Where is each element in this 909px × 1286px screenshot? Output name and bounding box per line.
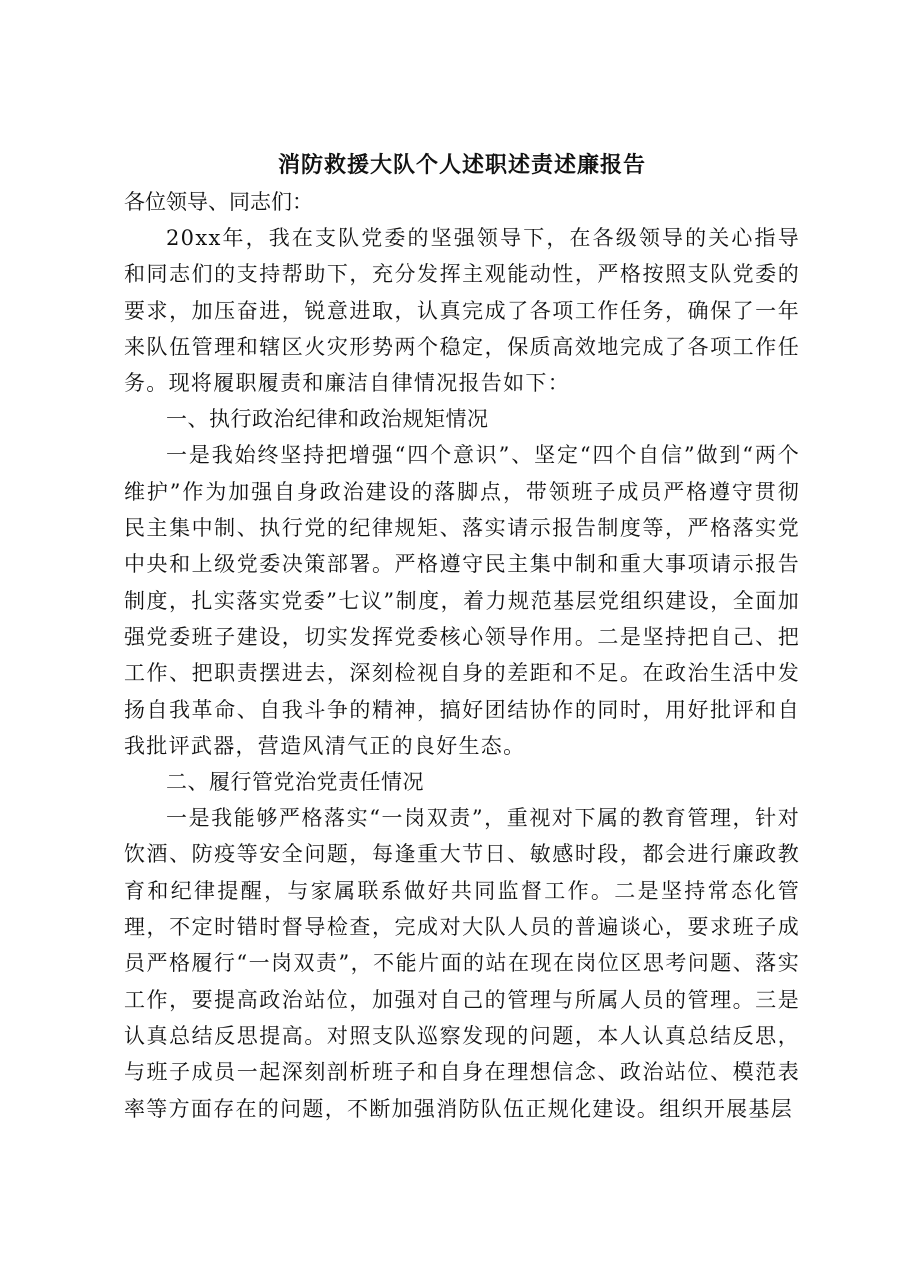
section-heading-2: 二、履行管党治党责任情况 [166, 770, 424, 795]
salutation: 各位领导、同志们： [124, 190, 313, 214]
document-page [124, 146, 800, 1127]
intro-paragraph: 20xx年，我在支队党委的坚强领导下，在各级领导的关心指导和同志们的支持帮助下，充分发挥主观能动性，严格按照支队党委的要求，加压奋进，锐意进取，认真完成了各项工作任务，确保了一年来队伍管理和辖区火灾形势两个稳定，保质高效地完成了各项工作任务。现将履职履责和廉洁自律情况报告如下： [124, 226, 800, 396]
section-heading-1: 一、执行政治纪律和政治规矩情况 [166, 407, 489, 432]
section-body-2: 一是我能够严格落实“一岗双责”，重视对下属的教育管理，针对饮酒、防疫等安全问题，每逢重大节日、敏感时段，都会进行廉政教育和纪律提醒，与家属联系做好共同监督工作。二是坚持常态化管理，不定时错时督导检查，完成对大队人员的普遍谈心，要求班子成员严格履行“一岗双责”，不能片面的站在现在岗位区思考问题、落实工作，要提高政治站位，加强对自己的管理与所属人员的管理。三是认真总结反思提高。对照支队巡察发现的问题，本人认真总结反思，与班子成员一起深刻剖析班子和自身在理想信念、政治站位、模范表率等方面存在的问题，不断加强消防队伍正规化建设。组织开展基层 [124, 806, 800, 1121]
section-body-1: 一是我始终坚持把增强“四个意识”、坚定“四个自信”做到“两个维护”作为加强自身政治建设的落脚点，带领班子成员严格遵守贯彻民主集中制、执行党的纪律规矩、落实请示报告制度等，严格落实党中央和上级党委决策部署。严格遵守民主集中制和重大事项请示报告制度，扎实落实党委”七议”制度，着力规范基层党组织建设，全面加强党委班子建设，切实发挥党委核心领导作用。二是坚持把自己、把工作、把职责摆进去，深刻检视自身的差距和不足。在政治生活中发扬自我革命、自我斗争的精神，搞好团结协作的同时，用好批评和自我批评武器，营造风清气正的良好生态。 [124, 443, 800, 758]
document-title: 消防救援大队个人述职述责述廉报告 [277, 152, 646, 178]
